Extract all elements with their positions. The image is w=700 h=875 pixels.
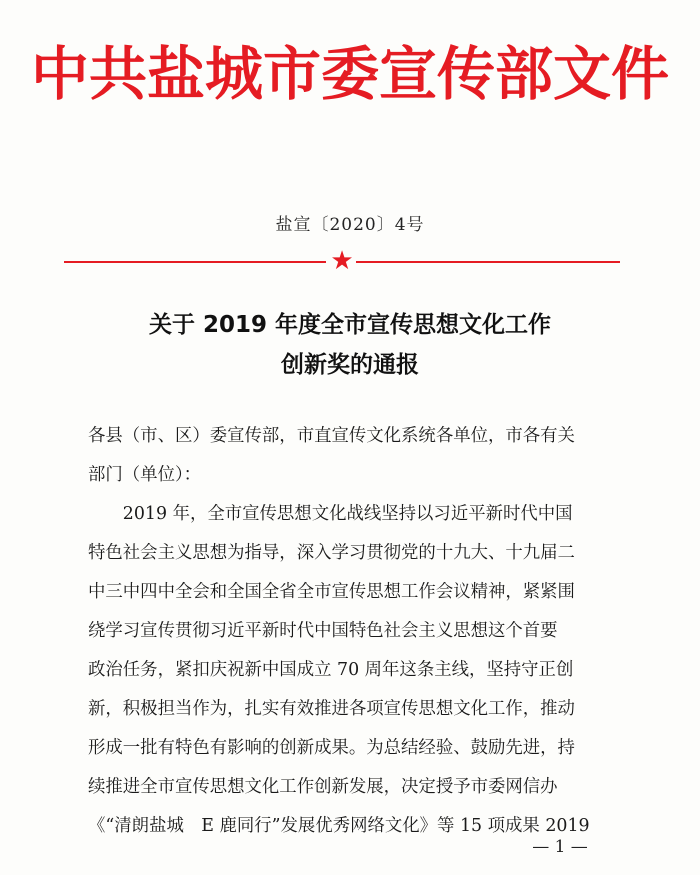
body-line-recipients: 各县（市、区）委宣传部，市直宣传文化系统各单位，市各有关 (88, 426, 575, 446)
body-line-paragraph: 绕学习宣传贯彻习近平新时代中国特色社会主义思想这个首要 (88, 621, 558, 641)
document-title-line-2: 创新奖的通报 (281, 352, 419, 378)
red-rule-left (64, 261, 326, 263)
red-header-title: 中共盐城市委宣传部文件 (30, 40, 669, 108)
body-line-paragraph: 续推进全市宣传思想文化工作创新发展，决定授予市委网信办 (88, 777, 558, 797)
body-line-paragraph: 形成一批有特色有影响的创新成果。为总结经验、鼓励先进，持 (88, 738, 575, 758)
body-line-recipients-cont: 部门（单位）： (88, 465, 202, 485)
body-line-paragraph: 2019 年，全市宣传思想文化战线坚持以习近平新时代中国 (88, 504, 573, 524)
document-number: 盐宣〔2020〕4号 (275, 215, 425, 235)
red-rule-right (356, 261, 620, 263)
body-line-paragraph: 新，积极担当作为，扎实有效推进各项宣传思想文化工作，推动 (88, 699, 575, 719)
document-title-line-1: 关于 2019 年度全市宣传思想文化工作 (148, 312, 552, 338)
body-line-paragraph: 中三中四中全会和全国全省全市宣传思想工作会议精神，紧紧围 (88, 582, 575, 602)
star-icon: ★ (330, 246, 354, 276)
body-line-paragraph: 《“清朗盐城 E 鹿同行”发展优秀网络文化》等 15 项成果 2019 (88, 816, 590, 836)
body-line-paragraph: 特色社会主义思想为指导，深入学习贯彻党的十九大、十九届二 (88, 543, 575, 563)
body-line-paragraph: 政治任务，紧扣庆祝新中国成立 70 周年这条主线，坚持守正创 (88, 660, 574, 680)
page-number: — 1 — (532, 837, 588, 857)
